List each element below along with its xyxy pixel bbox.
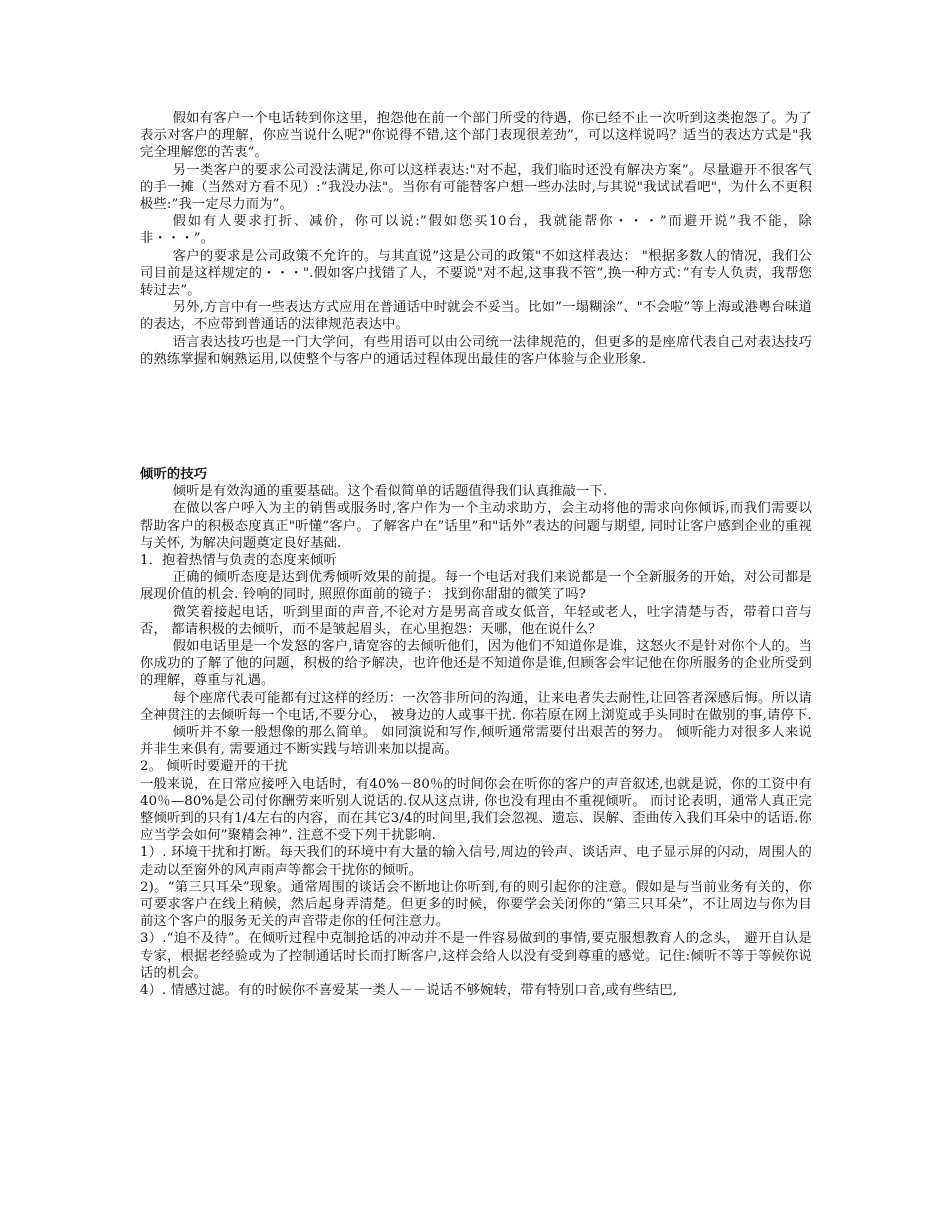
paragraph: 假如有客户一个电话转到你这里，抱怨他在前一个部门所受的待遇，你已经不止一次听到这类抱怨了。为了表示对客户的理解，你应当说什么呢?"你说得不错,这个部门表现很差劲”，可以这样说吗？适当的表达方式是"我完全理解您的苦衷”。 bbox=[140, 111, 812, 161]
paragraph: 倾听是有效沟通的重要基础。这个看似简单的话题值得我们认真推敲一下. bbox=[172, 484, 608, 500]
subheading: 2。 倾听时要避开的干扰 bbox=[140, 759, 288, 775]
paragraph: 在做以客户呼入为主的销售或服务时,客户作为一个主动求助方，会主动将他的需求向你倾诉,而我们需要以帮助客户的积极态度真正"听懂”客户。了解客户在”话里”和"话外”表达的问题与期望, 同时让客户感到企业的重视与关怀, 为解决问题奠定良好基础. bbox=[140, 501, 812, 551]
paragraph: 每个座席代表可能都有过这样的经历：一次答非所问的沟通，让来电者失去耐性,让回答者深感后悔。所以请全神贯注的去倾听每一个电话,不要分心， 被身边的人或事干扰. 你若原在网上浏览或手头同时在做别的事,请停下. bbox=[140, 690, 812, 723]
list-item: 3）.“迫不及待”。在倾听过程中克制抢话的冲动并不是一件容易做到的事情,要克服想教育人的念头， 避开自认是专家，根据老经验或为了控制通话时长而打断客户,这样会给人以没有受到尊重的感觉。记住:倾听不等于等候你说话的机会。 bbox=[140, 931, 812, 981]
paragraph: 另一类客户的要求公司没法满足,你可以这样表达:"对不起，我们临时还没有解决方案”。尽量避开不很客气的手一摊（当然对方看不见）:”我没办法"。当你有可能替客户想一些办法时,与其说"我试试看吧"，为什么不更积极些:”我一定尽力而为”。 bbox=[140, 162, 812, 213]
list-item: 1）. 环境干扰和打断。每天我们的环境中有大量的输入信号,周边的铃声、谈话声、电子显示屏的闪动，周围人的走动以至窗外的风声雨声等都会干扰你的倾听。 bbox=[140, 845, 812, 878]
section-listening bbox=[140, 466, 812, 999]
section-heading: 倾听的技巧 bbox=[140, 467, 208, 482]
paragraph: 另外,方言中有一些表达方式应用在普通话中时就会不妥当。比如”一塌糊涂”、"不会啦”等上海或港粤台味道的表达，不应带到普通话的法律规范表达中。 bbox=[140, 300, 812, 333]
list-item: 4）. 情感过滤。有的时候你不喜爱某一类人－－说话不够婉转，带有特别口音,或有些结巴, bbox=[140, 983, 678, 999]
subheading: 1．抱着热情与负责的态度来倾听 bbox=[140, 553, 337, 569]
paragraph: 假如电话里是一个发怒的客户,请宽容的去倾听他们，因为他们不知道你是谁，这怒火不是针对你个人的。当你成功的了解了他的问题，积极的给予解决，也许他还是不知道你是谁,但顾客会牢记他在你所服务的企业所受到的理解，尊重与礼遇。 bbox=[140, 639, 812, 689]
paragraph: 正确的倾听态度是达到优秀倾听效果的前提。每一个电话对我们来说都是一个全新服务的开始，对公司都是展现价值的机会. 铃响的同时, 照照你面前的镜子： 找到你甜甜的微笑了吗? bbox=[140, 570, 812, 603]
list-item: 2)。“第三只耳朵”现象。通常周围的谈话会不断地让你听到,有的则引起你的注意。假如是与当前业务有关的，你可要求客户在线上稍候，然后起身弄清楚。但更多的时候，你要学会关闭你的“第三只耳朵”，不让周边与你为目前这个客户的服务无关的声音带走你的任何注意力。 bbox=[140, 879, 813, 930]
paragraph: 微笑着接起电话，听到里面的声音,不论对方是男高音或女低音，年轻或老人，吐字清楚与否，带着口音与否， 都请积极的去倾听，而不是皱起眉头，在心里抱怨：天哪，他在说什么？ bbox=[140, 604, 812, 637]
paragraph: 客户的要求是公司政策不允许的。与其直说”这是公司的政策"不如这样表达： "根据多数人的情况，我们公司目前是这样规定的・・・".假如客户找错了人，不要说"对不起,这事我不管”,换一种方式：”有专人负责，我帮您转过去”。 bbox=[140, 248, 812, 299]
paragraph: 假如有人要求打折、减价，你可以说:”假如您买10台，我就能帮你・・・”而避开说”我不能，除非・・・”。 bbox=[140, 214, 812, 247]
paragraph: 一般来说，在日常应接呼入电话时，有40%－80％的时间你会在听你的客户的声音叙述,也就是说，你的工资中有40％—80%是公司付你酬劳来听别人说话的.仅从这点讲, 你也没有理由不重视倾听。 而讨论表明，通常人真正完整倾听到的只有1/4左右的内容，而在其它3/4的时间里,我们会忽视、遗忘、误解、歪曲传入我们耳朵中的话语.你应当学会如何”聚精会神”. 注意不受下列干扰影响. bbox=[140, 776, 812, 844]
section-expression bbox=[140, 110, 812, 368]
paragraph: 语言表达技巧也是一门大学问，有些用语可以由公司统一法律规范的，但更多的是座席代表自己对表达技巧的熟练掌握和娴熟运用,以使整个与客户的通话过程体现出最佳的客户体验与企业形象. bbox=[140, 334, 812, 367]
paragraph: 倾听并不象一般想像的那么简单。 如同演说和写作,倾听通常需要付出艰苦的努力。 倾听能力对很多人来说并非生来俱有, 需要通过不断实践与培训来加以提高。 bbox=[140, 725, 812, 758]
